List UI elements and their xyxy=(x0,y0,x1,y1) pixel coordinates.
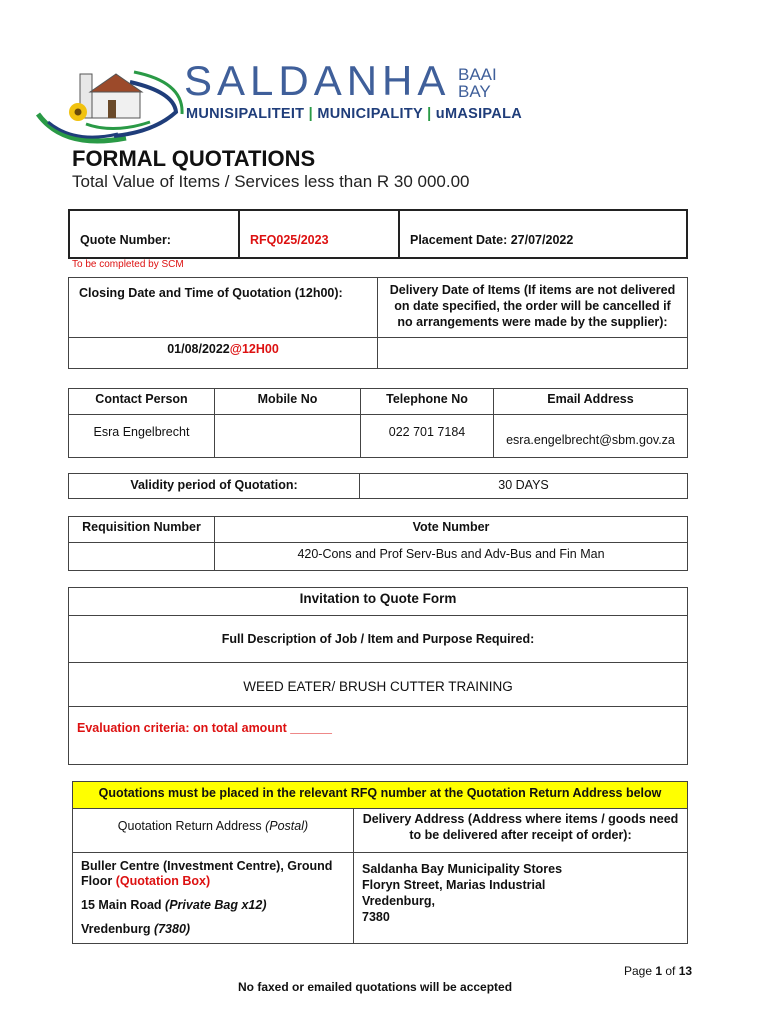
contact-mobile xyxy=(215,415,361,458)
quote-number-label: Quote Number: xyxy=(69,210,239,258)
logo-emblem-icon xyxy=(34,52,184,152)
logo-side xyxy=(458,66,497,100)
footer-note: No faxed or emailed quotations will be accepted xyxy=(238,980,513,994)
quote-number-table xyxy=(68,209,688,259)
closing-time: @12H00 xyxy=(229,342,279,356)
closing-label: Closing Date and Time of Quotation (12h00): xyxy=(69,278,378,338)
logo-name: SALDANHA xyxy=(184,57,451,104)
delivery-date-value xyxy=(378,338,688,369)
logo-sub-xhosa: uMASIPALA xyxy=(435,106,522,122)
delivery-address xyxy=(354,853,688,944)
invitation-table xyxy=(68,587,688,765)
postal-address xyxy=(73,853,354,944)
closing-date-table xyxy=(68,277,688,369)
vote-number-label: Vote Number xyxy=(215,517,688,543)
contact-header-telephone: Telephone No xyxy=(361,389,494,415)
contact-header-mobile: Mobile No xyxy=(215,389,361,415)
postal-line-3-text: Vredenburg xyxy=(81,922,154,936)
evaluation-criteria: Evaluation criteria: on total amount ______ xyxy=(69,707,688,765)
contact-table xyxy=(68,388,688,458)
logo-sub-afrikaans: MUNISIPALITEIT xyxy=(186,106,305,122)
scm-note: To be completed by SCM xyxy=(72,259,184,270)
page-total: 13 xyxy=(678,964,693,978)
delivery-line-2: Floryn Street, Marias Industrial xyxy=(362,878,546,892)
vote-number-value: 420-Cons and Prof Serv-Bus and Adv-Bus and Fin Man xyxy=(215,543,688,571)
return-address-table xyxy=(72,781,688,944)
contact-telephone: 022 701 7184 xyxy=(361,415,494,458)
closing-date-value xyxy=(69,338,378,369)
placement-date: Placement Date: 27/07/2022 xyxy=(399,210,687,258)
delivery-line-3: Vredenburg, xyxy=(362,894,435,908)
delivery-line-4: 7380 xyxy=(362,910,390,924)
logo-sub-english: MUNICIPALITY xyxy=(317,106,423,122)
requisition-value xyxy=(69,543,215,571)
page-prefix: Page xyxy=(624,964,656,978)
description-label: Full Description of Job / Item and Purpose Required: xyxy=(69,616,688,663)
contact-header-email: Email Address xyxy=(494,389,688,415)
page-subtitle: Total Value of Items / Services less than R 30 000.00 xyxy=(72,172,470,191)
quotation-box: (Quotation Box) xyxy=(115,874,211,888)
contact-email: esra.engelbrecht@sbm.gov.za xyxy=(494,415,688,458)
logo-separator-1: | xyxy=(308,106,314,122)
quote-number-value: RFQ025/2023 xyxy=(239,210,399,258)
logo-separator-2: | xyxy=(427,106,432,122)
page-current: 1 xyxy=(655,964,663,978)
postal-label-text: Quotation Return Address xyxy=(117,819,266,833)
logo-side-top: BAAI xyxy=(458,65,497,84)
requisition-table xyxy=(68,516,688,571)
page-title: FORMAL QUOTATIONS xyxy=(72,146,316,171)
invitation-heading: Invitation to Quote Form xyxy=(69,588,688,616)
postal-label xyxy=(73,809,354,853)
return-banner: Quotations must be placed in the relevant RFQ number at the Quotation Return Address below xyxy=(73,782,688,809)
validity-value: 30 DAYS xyxy=(360,474,688,499)
validity-table xyxy=(68,473,688,499)
page-number xyxy=(624,964,692,978)
postal-code: (7380) xyxy=(153,922,191,936)
postal-line-1-text: Buller Centre (Investment Centre), Ground Floor xyxy=(81,859,333,888)
private-bag: (Private Bag x12) xyxy=(165,898,267,912)
postal-line-2-text: 15 Main Road xyxy=(81,898,166,912)
page-of: of xyxy=(662,964,679,978)
delivery-address-label: Delivery Address (Address where items / goods need to be delivered after receipt of order): xyxy=(354,809,688,853)
closing-date: 01/08/2022 xyxy=(167,342,230,356)
contact-person: Esra Engelbrecht xyxy=(69,415,215,458)
logo-subtitle xyxy=(186,106,522,122)
delivery-line-1: Saldanha Bay Municipality Stores xyxy=(362,862,563,876)
requisition-label: Requisition Number xyxy=(69,517,215,543)
postal-label-italic: (Postal) xyxy=(265,819,309,833)
logo-side-bottom: BAY xyxy=(458,82,491,101)
contact-header-person: Contact Person xyxy=(69,389,215,415)
postal-line-3 xyxy=(81,922,345,937)
postal-line-2 xyxy=(81,898,345,913)
postal-line-1 xyxy=(81,859,345,889)
job-description: WEED EATER/ BRUSH CUTTER TRAINING xyxy=(69,663,688,707)
validity-label: Validity period of Quotation: xyxy=(69,474,360,499)
delivery-date-label: Delivery Date of Items (If items are not delivered on date specified, the order will be cancelled if no arrangements were made by the supplier): xyxy=(378,278,688,338)
